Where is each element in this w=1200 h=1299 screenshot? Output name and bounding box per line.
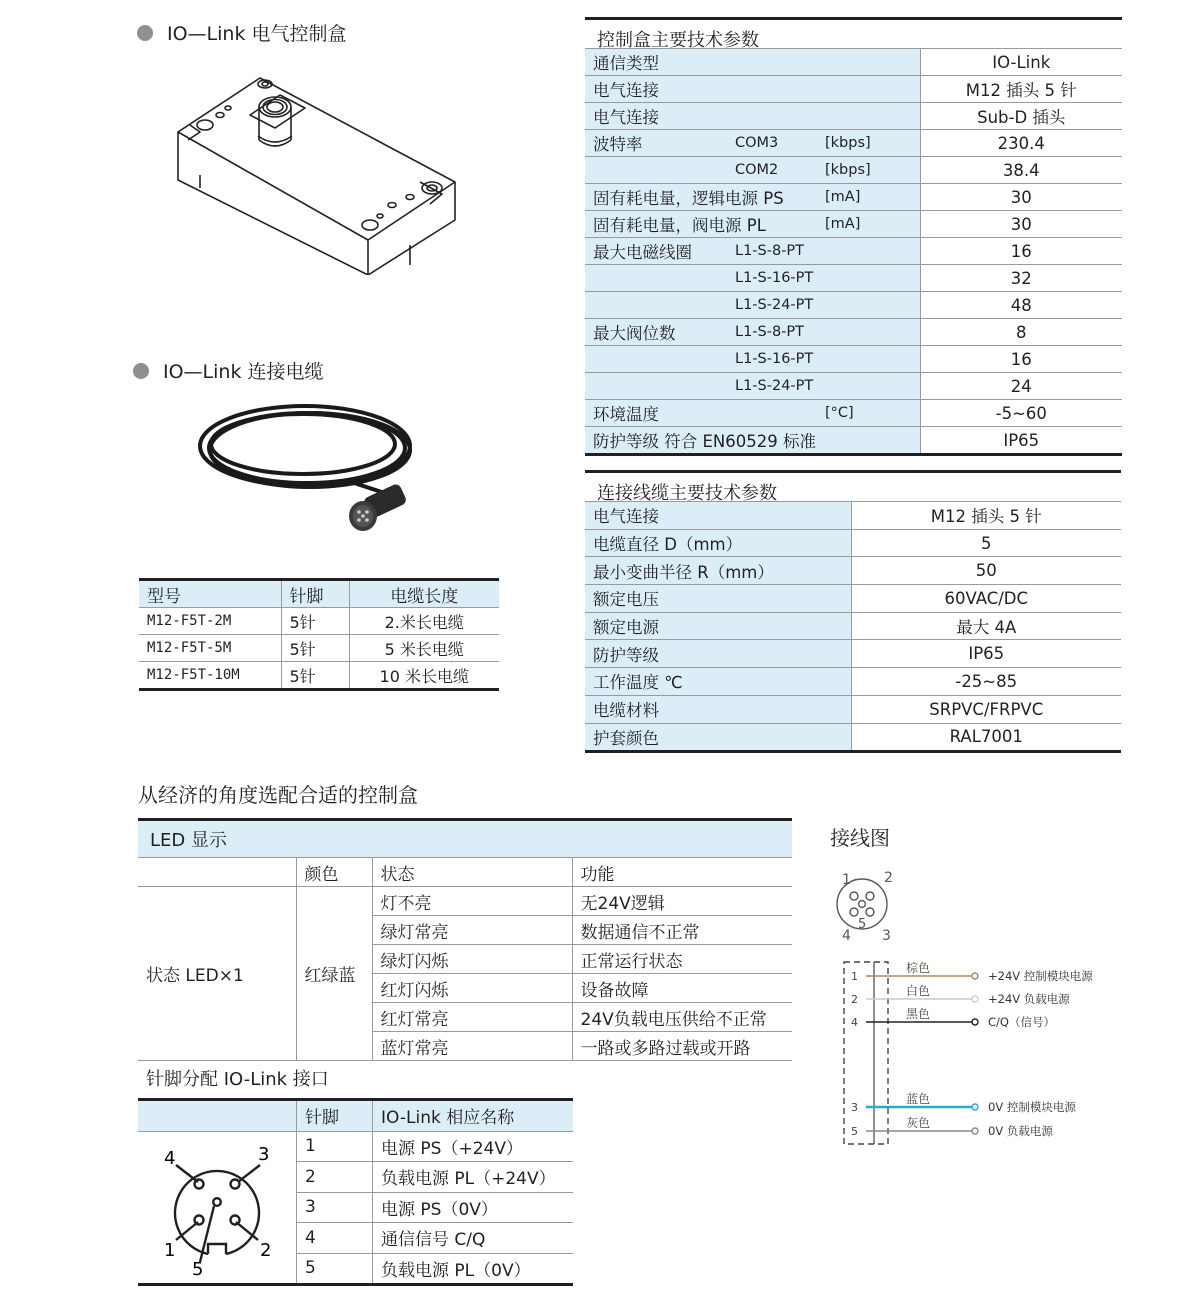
spec-value-cell: 230.4 [920,130,1122,157]
wire-color-label: 灰色 [906,1116,931,1130]
table-row [585,319,1122,346]
spec-value-cell: RAL7001 [851,723,1121,752]
table-row [585,130,1122,157]
spec-value-cell: 38.4 [920,157,1122,184]
table-row [585,557,1121,585]
spec-value-cell: 5 [851,529,1121,557]
spec-label-cell [585,265,735,292]
spec-value-cell: 16 [920,346,1122,373]
spec-value-cell: 24 [920,373,1122,400]
spec-sub-cell: L1-S-24-PT [735,292,825,319]
spec-label-cell: 电气连接 [585,76,920,103]
spec-unit-cell: [mA] [825,184,920,211]
spec-label-cell: 额定电源 [585,612,851,640]
wire-pin-label: 1 [851,970,858,983]
wire-terminal-icon [972,1019,978,1025]
cable-section-title-text: IO—Link 连接电缆 [163,361,324,383]
table-row [585,695,1121,723]
header-function: 功能 [572,858,792,887]
spec-value-cell: IP65 [851,640,1121,668]
length-cell: 2.米长电缆 [349,608,499,635]
pins-cell: 5针 [281,608,349,635]
spec-label-cell: 固有耗电量，阀电源 PL [585,211,825,238]
spec-unit-cell: [°C] [825,400,920,427]
spec-label-cell: 波特率 [585,130,735,157]
plug-body [844,962,888,1144]
table-row [585,400,1122,427]
table-row [585,184,1122,211]
table-row [139,662,499,690]
spec-label-cell: 固有耗电量，逻辑电源 PS [585,184,825,211]
table-row [585,292,1122,319]
spec-unit-cell [825,292,920,319]
led-label-cell: 状态 LED×1 [138,887,296,1061]
table-row [585,640,1121,668]
spec-label-cell: 最大阀位数 [585,319,735,346]
pin-number-cell: 2 [297,1162,373,1193]
cable-model-table [139,578,499,691]
spec-label-cell: 额定电压 [585,585,851,613]
pin-diagram-cell [138,1131,297,1285]
table-row [585,529,1121,557]
model-cell: M12-F5T-10M [147,667,240,683]
pin-name-cell: 电源 PS（+24V） [373,1131,574,1162]
table-row [585,373,1122,400]
spec-unit-cell: [mA] [825,211,920,238]
spec-label-cell: 电气连接 [585,502,851,529]
function-cell: 正常运行状态 [572,945,792,974]
spec-sub-cell: COM2 [735,157,825,184]
led-table-title: LED 显示 [138,820,792,858]
spec-value-cell: -5~60 [920,400,1122,427]
cable-spec-table [585,502,1121,753]
pin-diagram-icon [138,1132,296,1282]
table-row [138,1131,573,1162]
connector-label: 2 [884,870,893,886]
state-cell: 红灯闪烁 [372,974,572,1003]
header-name: IO-Link 相应名称 [373,1100,574,1132]
table-row [585,157,1122,184]
function-cell: 无24V逻辑 [572,887,792,916]
wire-signal-label: 0V 控制模块电源 [988,1100,1076,1114]
pin-label: 2 [260,1240,272,1262]
spec-label-cell: 最大电磁线圈 [585,238,735,265]
cable-spec-title: 连接线缆主要技术参数 [585,470,1121,502]
pin-label: 1 [164,1240,176,1262]
pin-label: 5 [192,1259,204,1281]
table-row [585,612,1121,640]
wire-signal-label: +24V 控制模块电源 [988,969,1093,983]
pin-table [138,1098,573,1286]
wire-terminal-icon [972,1104,978,1110]
spec-value-cell: 48 [920,292,1122,319]
header-diagram [138,1100,297,1132]
spec-sub-cell: L1-S-16-PT [735,265,825,292]
pin-label: 4 [164,1148,176,1170]
wire-color-label: 棕色 [906,961,931,975]
spec-label-cell [585,157,735,184]
box-spec-title: 控制盒主要技术参数 [585,17,1122,49]
led-table [138,818,792,1095]
spec-label-cell: 工作温度 ℃ [585,668,851,696]
table-row [585,238,1122,265]
spec-sub-cell: L1-S-16-PT [735,346,825,373]
table-row [139,608,499,635]
function-cell: 设备故障 [572,974,792,1003]
wiring-title: 接线图 [830,826,890,850]
table-header-row [138,1100,573,1132]
box-spec-table [585,49,1122,456]
table-row [585,103,1122,130]
spec-label-cell [585,373,735,400]
bullet-icon [137,25,153,41]
wire-color-label: 白色 [906,984,931,998]
pin-name-cell: 通信信号 C/Q [373,1223,574,1254]
spec-unit-cell [825,319,920,346]
spec-label-cell: 防护等级 符合 EN60529 标准 [585,427,920,455]
table-row [139,635,499,662]
table-row [585,427,1122,455]
wire-pin-label: 3 [851,1101,858,1114]
spec-label-cell: 电缆直径 D（mm） [585,529,851,557]
spec-value-cell: M12 插头 5 针 [920,76,1122,103]
spec-label-cell: 电气连接 [585,103,920,130]
spec-value-cell: IO-Link [920,49,1122,76]
wire-color-label: 蓝色 [906,1092,931,1106]
function-cell: 24V负载电压供给不正常 [572,1003,792,1032]
table-row [585,211,1122,238]
table-header-row [138,858,792,887]
spec-label-cell [585,346,735,373]
connector-label: 1 [842,872,851,888]
spec-value-cell: 16 [920,238,1122,265]
pin-name-cell: 电源 PS（0V） [373,1192,574,1223]
spec-value-cell: 32 [920,265,1122,292]
spec-sub-cell: L1-S-8-PT [735,238,825,265]
spec-label-cell: 电缆材料 [585,695,851,723]
spec-label-cell: 护套颜色 [585,723,851,752]
pin-section-title: 针脚分配 IO-Link 接口 [146,1069,329,1090]
state-cell: 红灯常亮 [372,1003,572,1032]
header-length: 电缆长度 [349,580,499,608]
table-row [138,887,792,916]
spec-sub-cell: COM3 [735,130,825,157]
spec-value-cell: 30 [920,211,1122,238]
spec-sub-cell: L1-S-24-PT [735,373,825,400]
bullet-icon [133,363,149,379]
spec-unit-cell [825,346,920,373]
spec-value-cell: 30 [920,184,1122,211]
length-cell: 5 米长电缆 [349,635,499,662]
wiring-diagram [830,862,1130,1152]
pin-label: 3 [258,1144,270,1166]
spec-value-cell: Sub-D 插头 [920,103,1122,130]
spec-sub-cell: L1-S-8-PT [735,319,825,346]
pins-cell: 5针 [281,635,349,662]
wire-color-label: 黑色 [906,1007,931,1021]
table-header-row [139,580,499,608]
table-row [585,668,1121,696]
wire-signal-label: 0V 负载电源 [988,1124,1053,1138]
spec-value-cell: 60VAC/DC [851,585,1121,613]
state-cell: 绿灯常亮 [372,916,572,945]
cable-section-title [133,357,324,384]
pin-number-cell: 1 [297,1131,373,1162]
wire-terminal-icon [972,996,978,1002]
header-pins: 针脚 [281,580,349,608]
spec-label-cell: 防护等级 [585,640,851,668]
spec-label-cell: 最小变曲半径 R（mm） [585,557,851,585]
spec-value-cell: 50 [851,557,1121,585]
model-cell: M12-F5T-2M [139,608,281,635]
state-cell: 蓝灯常亮 [372,1032,572,1061]
table-row [585,502,1121,529]
header-model: 型号 [139,580,281,608]
spec-value-cell: -25~85 [851,668,1121,696]
led-section-heading: 从经济的角度选配合适的控制盒 [138,783,418,807]
pin-number-cell: 3 [297,1192,373,1223]
spec-value-cell: 8 [920,319,1122,346]
connector-label: 3 [882,928,891,944]
spec-value-cell: M12 插头 5 针 [851,502,1121,529]
box-section-title-text: IO—Link 电气控制盒 [167,23,347,45]
wire-pin-label: 2 [851,993,858,1006]
state-cell: 绿灯闪烁 [372,945,572,974]
connector-label: 5 [858,917,867,932]
wire-signal-label: +24V 负载电源 [988,992,1070,1006]
cable-image [195,398,435,543]
length-cell: 10 米长电缆 [349,662,499,690]
control-box-image [170,70,460,275]
pin-number-cell: 4 [297,1223,373,1254]
box-spec-block [585,17,1122,456]
spec-label-cell [585,292,735,319]
cable-spec-block [585,470,1121,753]
header-state: 状态 [372,858,572,887]
pin-name-cell: 负载电源 PL（+24V） [373,1162,574,1193]
table-row [585,76,1122,103]
table-row [585,49,1122,76]
header-pin: 针脚 [297,1100,373,1132]
wire-signal-label: C/Q（信号） [988,1015,1055,1029]
table-row [585,346,1122,373]
connector-label: 4 [842,928,851,944]
spec-label-cell: 环境温度 [585,400,825,427]
function-cell: 一路或多路过载或开路 [572,1032,792,1061]
spec-label-cell: 通信类型 [585,49,920,76]
spec-value-cell: SRPVC/FRPVC [851,695,1121,723]
wire-pin-label: 5 [851,1125,858,1138]
pin-number-cell: 5 [297,1253,373,1285]
model-cell: M12-F5T-5M [139,635,281,662]
wire-pin-label: 4 [851,1016,858,1029]
spec-value-cell: IP65 [920,427,1122,455]
pin-name-cell: 负载电源 PL（0V） [373,1253,574,1285]
state-cell: 灯不亮 [372,887,572,916]
header-blank [138,858,296,887]
spec-unit-cell: [kbps] [825,130,920,157]
spec-value-cell: 最大 4A [851,612,1121,640]
pins-cell: 5针 [281,662,349,690]
spec-unit-cell [825,265,920,292]
table-row [585,265,1122,292]
spec-unit-cell [825,238,920,265]
function-cell: 数据通信不正常 [572,916,792,945]
spec-unit-cell [825,373,920,400]
table-row [585,585,1121,613]
table-row [585,723,1121,752]
box-section-title [137,19,347,46]
wire-terminal-icon [972,973,978,979]
header-color: 颜色 [296,858,372,887]
led-color-cell: 红绿蓝 [296,887,372,1061]
wire-terminal-icon [972,1128,978,1134]
spec-unit-cell: [kbps] [825,157,920,184]
